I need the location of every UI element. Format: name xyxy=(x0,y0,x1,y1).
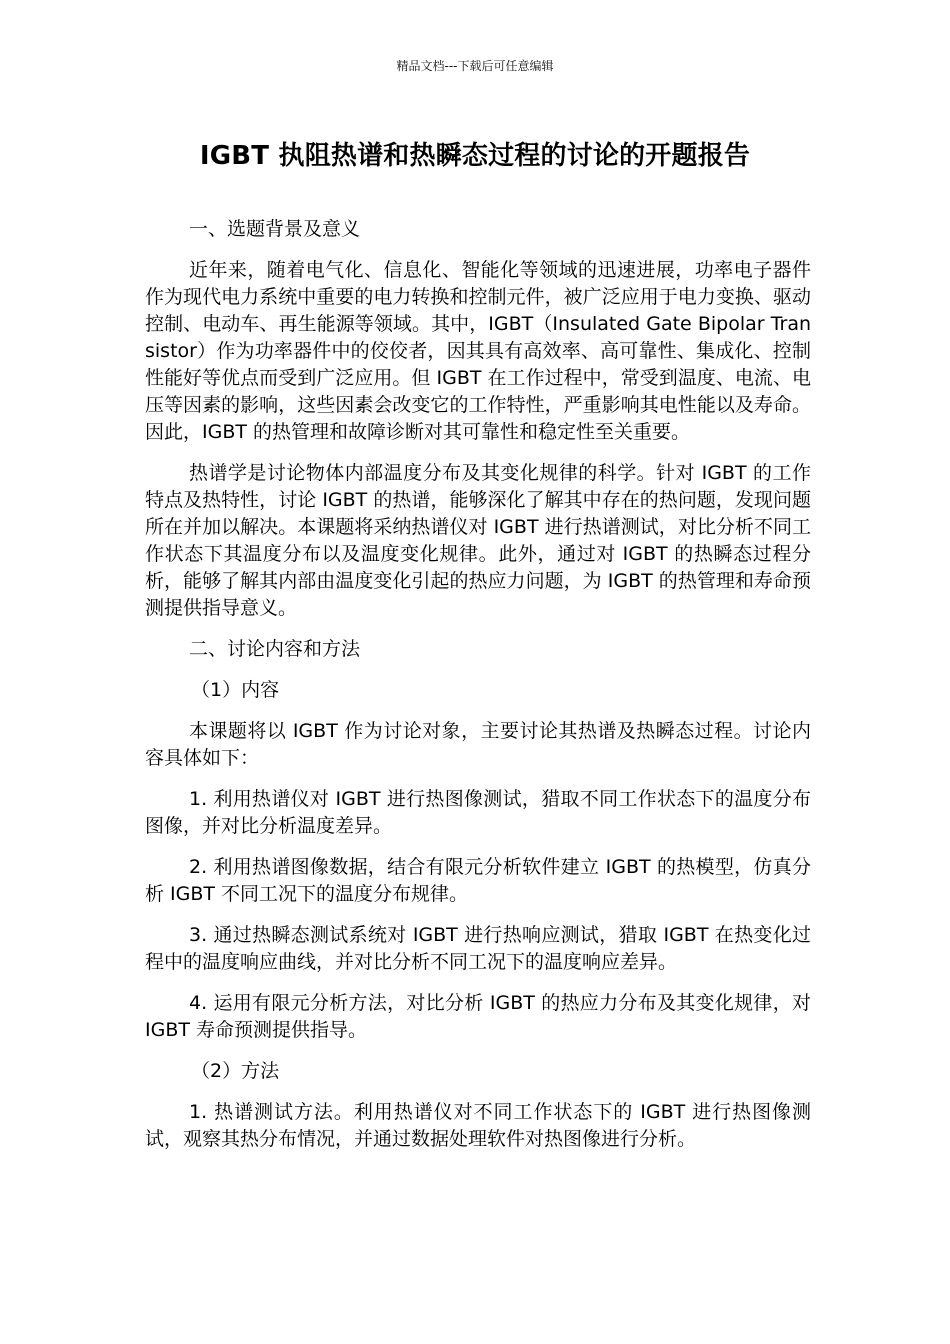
method-item-1: 1. 热谱测试方法。利用热谱仪对不同工作状态下的 IGBT 进行热图像测试，观察其热分布情况，并通过数据处理软件对热图像进行分析。 xyxy=(145,1101,811,1150)
content-intro: 本课题将以 IGBT 作为讨论对象，主要讨论其热谱及热瞬态过程。讨论内容具体如下： xyxy=(145,720,811,769)
content-item-1: 1. 利用热谱仪对 IGBT 进行热图像测试，猎取不同工作状态下的温度分布图像，并对比分析温度差异。 xyxy=(145,788,811,837)
header-note: 精品文档---下载后可任意编辑 xyxy=(396,59,554,73)
content-item-4: 4. 运用有限元分析方法，对比分析 IGBT 的热应力分布及其变化规律，对 IGBT 寿命预测提供指导。 xyxy=(145,992,811,1041)
content-item-3: 3. 通过热瞬态测试系统对 IGBT 进行热响应测试，猎取 IGBT 在热变化过程中的温度响应曲线，并对比分析不同工况下的温度响应差异。 xyxy=(145,924,811,973)
background-paragraph-1: 近年来，随着电气化、信息化、智能化等领域的迅速进展，功率电子器件作为现代电力系统中重要的电力转换和控制元件，被广泛应用于电力变换、驱动控制、电动车、再生能源等领域。其中，IGBT（Insulated Gate Bipolar Transistor）作为功率器件中的佼佼者，因其具有高效率、高可靠性、集成化、控制性能好等优点而受到广泛应用。但 IGBT 在工作过程中，常受到温度、电流、电压等因素的影响，这些因素会改变它的工作特性，严重影响其电性能以及寿命。因此，IGBT 的热管理和故障诊断对其可靠性和稳定性至关重要。 xyxy=(145,259,811,443)
section-heading-background: 一、选题背景及意义 xyxy=(189,218,361,240)
section-heading-research: 二、讨论内容和方法 xyxy=(189,638,361,660)
document-body xyxy=(145,216,811,1167)
subsection-heading-method: （2）方法 xyxy=(191,1060,280,1082)
subsection-heading-content: （1）内容 xyxy=(191,679,280,701)
background-paragraph-2: 热谱学是讨论物体内部温度分布及其变化规律的科学。针对 IGBT 的工作特点及热特性，讨论 IGBT 的热谱，能够深化了解其中存在的热问题，发现问题所在并加以解决。本课题将采纳热谱仪对 IGBT 进行热谱测试，对比分析不同工作状态下其温度分布以及温度变化规律。此外，通过对 IGBT 的热瞬态过程分析，能够了解其内部由温度变化引起的热应力问题，为 IGBT 的热管理和寿命预测提供指导意义。 xyxy=(145,462,811,619)
document-title: IGBT 执阻热谱和热瞬态过程的讨论的开题报告 xyxy=(199,141,751,171)
content-item-2: 2. 利用热谱图像数据，结合有限元分析软件建立 IGBT 的热模型，仿真分析 IGBT 不同工况下的温度分布规律。 xyxy=(145,856,811,905)
